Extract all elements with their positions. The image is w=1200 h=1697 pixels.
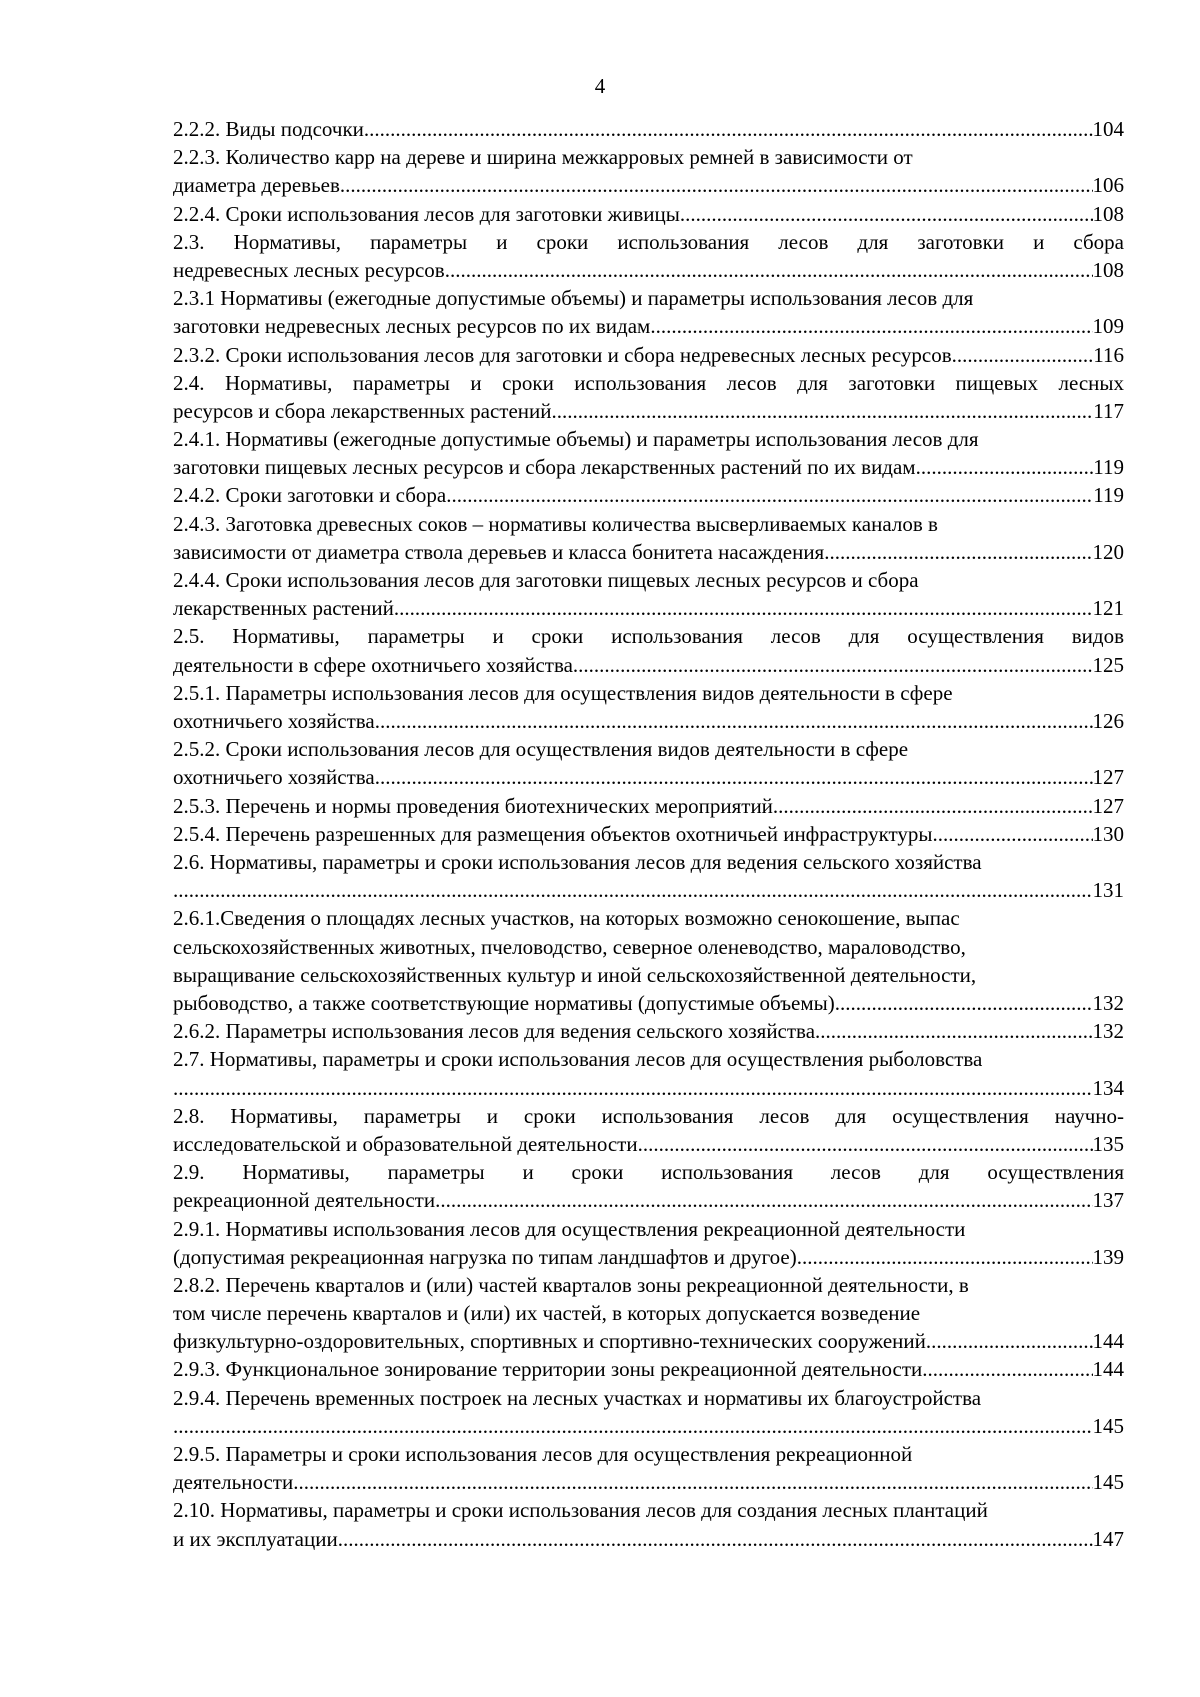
toc-entry[interactable] xyxy=(173,1440,1124,1496)
dot-leader xyxy=(375,763,1093,791)
dot-leader xyxy=(293,1468,1092,1496)
table-of-contents xyxy=(173,115,1124,1553)
toc-entry-text-line: 2.9. Нормативы, параметры и сроки использования лесов для осуществления xyxy=(173,1160,1124,1185)
toc-entry[interactable] xyxy=(173,848,1124,904)
toc-entry-leader-line xyxy=(173,1412,1124,1440)
toc-entry-text-line: 2.10. Нормативы, параметры и сроки использования лесов для создания лесных плантаций xyxy=(173,1498,988,1523)
toc-entry[interactable] xyxy=(173,792,1124,820)
toc-entry-leader-line xyxy=(173,1186,1124,1214)
toc-entry-leader-line xyxy=(173,989,1124,1017)
dot-leader xyxy=(824,538,1092,566)
toc-entry-text-line: 2.9.4. Перечень временных построек на лесных участках и нормативы их благоустройства xyxy=(173,1385,982,1410)
dot-leader xyxy=(933,820,1093,848)
toc-entry-text-line: том числе перечень кварталов и (или) их частей, в которых допускается возведение xyxy=(173,1301,921,1326)
toc-entry-leader-line xyxy=(173,1355,1124,1383)
toc-entry-text-line: 2.2.2. Виды подсочки xyxy=(173,117,364,141)
toc-entry-leader-line xyxy=(173,876,1124,904)
toc-entry-leader-line xyxy=(173,115,1124,143)
toc-entry-text-line: заготовки недревесных лесных ресурсов по их видам xyxy=(173,314,651,339)
toc-entry-page-number: 106 xyxy=(1092,173,1124,198)
toc-entry-text-line: деятельности в сфере охотничьего хозяйства xyxy=(173,652,573,677)
dot-leader xyxy=(394,594,1093,622)
toc-entry-text-line: деятельности xyxy=(173,1470,294,1495)
dot-leader xyxy=(638,1130,1093,1158)
toc-entry[interactable] xyxy=(173,622,1124,678)
toc-entry[interactable] xyxy=(173,904,1124,1017)
toc-entry[interactable] xyxy=(173,566,1124,622)
toc-entry-page-number: 119 xyxy=(1093,483,1124,508)
toc-entry-leader-line xyxy=(173,312,1124,340)
toc-entry-page-number: 145 xyxy=(1092,1470,1124,1495)
toc-entry-text-line: 2.2.4. Сроки использования лесов для заготовки живицы xyxy=(173,201,680,226)
dot-leader xyxy=(552,397,1094,425)
dot-leader xyxy=(650,312,1092,340)
toc-entry-text-line: 2.4.3. Заготовка древесных соков – нормативы количества высверливаемых каналов в xyxy=(173,511,938,536)
toc-entry-text-line: охотничьего хозяйства xyxy=(173,709,375,734)
toc-entry-leader-line xyxy=(173,1525,1124,1553)
toc-entry[interactable] xyxy=(173,369,1124,425)
dot-leader xyxy=(338,1525,1093,1553)
toc-entry[interactable] xyxy=(173,510,1124,566)
toc-entry-page-number: 108 xyxy=(1092,257,1124,282)
toc-entry-page-number: 104 xyxy=(1092,117,1124,141)
dot-leader xyxy=(797,1243,1093,1271)
toc-entry-text-line: 2.5.4. Перечень разрешенных для размещения объектов охотничьей инфраструктуры xyxy=(173,821,933,846)
toc-entry-leader-line xyxy=(173,256,1124,284)
toc-entry-page-number: 139 xyxy=(1092,1244,1124,1269)
toc-entry[interactable] xyxy=(173,1017,1124,1045)
toc-entry[interactable] xyxy=(173,1384,1124,1440)
toc-entry-text-line: ресурсов и сбора лекарственных растений xyxy=(173,398,552,423)
toc-entry-text-line: (допустимая рекреационная нагрузка по типам ландшафтов и другое) xyxy=(173,1244,797,1269)
toc-entry-page-number: 108 xyxy=(1092,201,1124,226)
toc-entry-page-number: 126 xyxy=(1092,709,1124,734)
toc-entry-leader-line xyxy=(173,200,1124,228)
toc-entry[interactable] xyxy=(173,1496,1124,1552)
toc-entry-page-number: 132 xyxy=(1092,990,1124,1015)
toc-entry[interactable] xyxy=(173,228,1124,284)
toc-entry-leader-line xyxy=(173,792,1124,820)
toc-entry-leader-line xyxy=(173,1468,1124,1496)
toc-entry-text-line: физкультурно-оздоровительных, спортивных и спортивно-технических сооружений xyxy=(173,1329,926,1354)
dot-leader xyxy=(926,1327,1093,1355)
toc-entry-text-line: рыбоводство, а также соответствующие нормативы (допустимые объемы) xyxy=(173,990,835,1015)
toc-entry-text-line: 2.5.1. Параметры использования лесов для осуществления видов деятельности в сфере xyxy=(173,680,953,705)
toc-entry-text-line: 2.6.1.Сведения о площадях лесных участков, на которых возможно сенокошение, выпас xyxy=(173,906,960,931)
dot-leader xyxy=(375,707,1093,735)
toc-entry-text-line: охотничьего хозяйства xyxy=(173,765,375,790)
toc-entry-leader-line xyxy=(173,341,1124,369)
toc-entry[interactable] xyxy=(173,1215,1124,1271)
toc-entry-page-number: 131 xyxy=(1092,878,1124,903)
toc-entry-text-line: 2.3.2. Сроки использования лесов для заготовки и сбора недревесных лесных ресурсов xyxy=(173,342,952,367)
toc-entry-text-line: лекарственных растений xyxy=(173,596,394,621)
toc-entry-text-line: зависимости от диаметра ствола деревьев и класса бонитета насаждения xyxy=(173,539,825,564)
toc-entry-text-line: 2.6.2. Параметры использования лесов для ведения сельского хозяйства xyxy=(173,1019,816,1044)
toc-entry-text-line: 2.3. Нормативы, параметры и сроки использования лесов для заготовки и сбора xyxy=(173,229,1124,254)
dot-leader xyxy=(173,876,1093,904)
toc-entry-page-number: 145 xyxy=(1092,1413,1124,1438)
toc-entry-leader-line xyxy=(173,453,1124,481)
dot-leader xyxy=(173,1412,1093,1440)
toc-entry-text-line: 2.8. Нормативы, параметры и сроки использования лесов для осуществления научно- xyxy=(173,1103,1124,1128)
dot-leader xyxy=(835,989,1093,1017)
toc-entry-text-line: 2.8.2. Перечень кварталов и (или) частей кварталов зоны рекреационной деятельности, в xyxy=(173,1272,969,1297)
toc-entry[interactable] xyxy=(173,820,1124,848)
toc-entry[interactable] xyxy=(173,481,1124,509)
toc-entry-page-number: 119 xyxy=(1093,455,1124,480)
toc-entry-page-number: 117 xyxy=(1093,398,1124,423)
toc-entry-leader-line xyxy=(173,651,1124,679)
toc-entry-text-line: 2.5.3. Перечень и нормы проведения биотехнических мероприятий xyxy=(173,793,773,818)
toc-entry-text-line: и их эксплуатации xyxy=(173,1526,338,1551)
toc-entry-text-line: 2.5. Нормативы, параметры и сроки использования лесов для осуществления видов xyxy=(173,624,1124,649)
toc-entry-page-number: 135 xyxy=(1092,1131,1124,1156)
toc-entry-text-line: выращивание сельскохозяйственных культур и иной сельскохозяйственной деятельности, xyxy=(173,962,977,987)
toc-entry-leader-line xyxy=(173,707,1124,735)
toc-entry-leader-line xyxy=(173,594,1124,622)
toc-entry-text-line: 2.9.3. Функциональное зонирование территории зоны рекреационной деятельности xyxy=(173,1357,923,1382)
toc-entry-text-line: заготовки пищевых лесных ресурсов и сбора лекарственных растений по их видам xyxy=(173,455,916,480)
toc-entry-text-line: 2.7. Нормативы, параметры и сроки использования лесов для осуществления рыболовства xyxy=(173,1047,983,1072)
toc-entry-leader-line xyxy=(173,1130,1124,1158)
toc-entry[interactable] xyxy=(173,1102,1124,1158)
toc-entry[interactable] xyxy=(173,341,1124,369)
toc-entry-text-line: исследовательской и образовательной деятельности xyxy=(173,1131,638,1156)
toc-entry[interactable] xyxy=(173,143,1124,199)
toc-entry-leader-line xyxy=(173,763,1124,791)
toc-entry-page-number: 137 xyxy=(1092,1188,1124,1213)
toc-entry[interactable] xyxy=(173,200,1124,228)
toc-entry-text-line: 2.4.4. Сроки использования лесов для заготовки пищевых лесных ресурсов и сбора xyxy=(173,568,919,593)
toc-entry-text-line: 2.6. Нормативы, параметры и сроки использования лесов для ведения сельского хозяйства xyxy=(173,849,982,874)
dot-leader xyxy=(340,171,1093,199)
toc-entry-text-line: 2.4.2. Сроки заготовки и сбора xyxy=(173,483,447,508)
page-number: 4 xyxy=(594,74,606,98)
toc-entry[interactable] xyxy=(173,115,1124,143)
toc-entry-page-number: 130 xyxy=(1092,821,1124,846)
toc-entry-page-number: 127 xyxy=(1092,765,1124,790)
dot-leader xyxy=(680,200,1093,228)
dot-leader xyxy=(446,481,1093,509)
toc-entry-text-line: диаметра деревьев xyxy=(173,173,340,198)
toc-entry-page-number: 132 xyxy=(1092,1019,1124,1044)
toc-entry-text-line: сельскохозяйственных животных, пчеловодство, северное оленеводство, мараловодство, xyxy=(173,934,966,959)
toc-entry-text-line: 2.5.2. Сроки использования лесов для осуществления видов деятельности в сфере xyxy=(173,737,909,762)
dot-leader xyxy=(916,453,1094,481)
dot-leader xyxy=(952,341,1094,369)
toc-entry[interactable] xyxy=(173,284,1124,340)
toc-entry[interactable] xyxy=(173,679,1124,735)
toc-entry-text-line: 2.2.3. Количество карр на дереве и ширина межкарровых ремней в зависимости от xyxy=(173,145,913,170)
toc-entry-leader-line xyxy=(173,538,1124,566)
toc-entry-page-number: 127 xyxy=(1092,793,1124,818)
toc-entry-text-line: недревесных лесных ресурсов xyxy=(173,257,445,282)
toc-entry-leader-line xyxy=(173,171,1124,199)
toc-entry-leader-line xyxy=(173,1017,1124,1045)
toc-entry-page-number: 109 xyxy=(1092,314,1124,339)
toc-entry-page-number: 134 xyxy=(1092,1075,1124,1100)
toc-entry-page-number: 121 xyxy=(1092,596,1124,621)
toc-entry-page-number: 120 xyxy=(1092,539,1124,564)
toc-entry-leader-line xyxy=(173,481,1124,509)
toc-entry[interactable] xyxy=(173,735,1124,791)
dot-leader xyxy=(445,256,1093,284)
dot-leader xyxy=(922,1355,1092,1383)
toc-entry-page-number: 144 xyxy=(1092,1329,1124,1354)
dot-leader xyxy=(773,792,1093,820)
toc-entry-page-number: 144 xyxy=(1092,1357,1124,1382)
dot-leader xyxy=(573,651,1093,679)
toc-entry[interactable] xyxy=(173,1045,1124,1101)
toc-entry-leader-line xyxy=(173,397,1124,425)
toc-entry-page-number: 116 xyxy=(1093,342,1124,367)
toc-entry-text-line: 2.4.1. Нормативы (ежегодные допустимые объемы) и параметры использования лесов для xyxy=(173,427,979,452)
toc-entry-leader-line xyxy=(173,1327,1124,1355)
toc-entry-text-line: рекреационной деятельности xyxy=(173,1188,436,1213)
toc-entry-leader-line xyxy=(173,1243,1124,1271)
toc-entry[interactable] xyxy=(173,1355,1124,1383)
toc-entry-text-line: 2.3.1 Нормативы (ежегодные допустимые объемы) и параметры использования лесов для xyxy=(173,286,974,311)
toc-entry-text-line: 2.9.1. Нормативы использования лесов для осуществления рекреационной деятельности xyxy=(173,1216,966,1241)
toc-entry-leader-line xyxy=(173,820,1124,848)
dot-leader xyxy=(815,1017,1092,1045)
dot-leader xyxy=(364,115,1093,143)
toc-entry[interactable] xyxy=(173,1271,1124,1356)
toc-entry-text-line: 2.4. Нормативы, параметры и сроки использования лесов для заготовки пищевых лесных xyxy=(173,370,1124,395)
toc-entry[interactable] xyxy=(173,425,1124,481)
toc-entry[interactable] xyxy=(173,1158,1124,1214)
dot-leader xyxy=(435,1186,1092,1214)
dot-leader xyxy=(173,1074,1093,1102)
toc-entry-leader-line xyxy=(173,1074,1124,1102)
toc-entry-page-number: 147 xyxy=(1092,1526,1124,1551)
toc-entry-page-number: 125 xyxy=(1092,652,1124,677)
toc-entry-text-line: 2.9.5. Параметры и сроки использования лесов для осуществления рекреационной xyxy=(173,1442,913,1467)
